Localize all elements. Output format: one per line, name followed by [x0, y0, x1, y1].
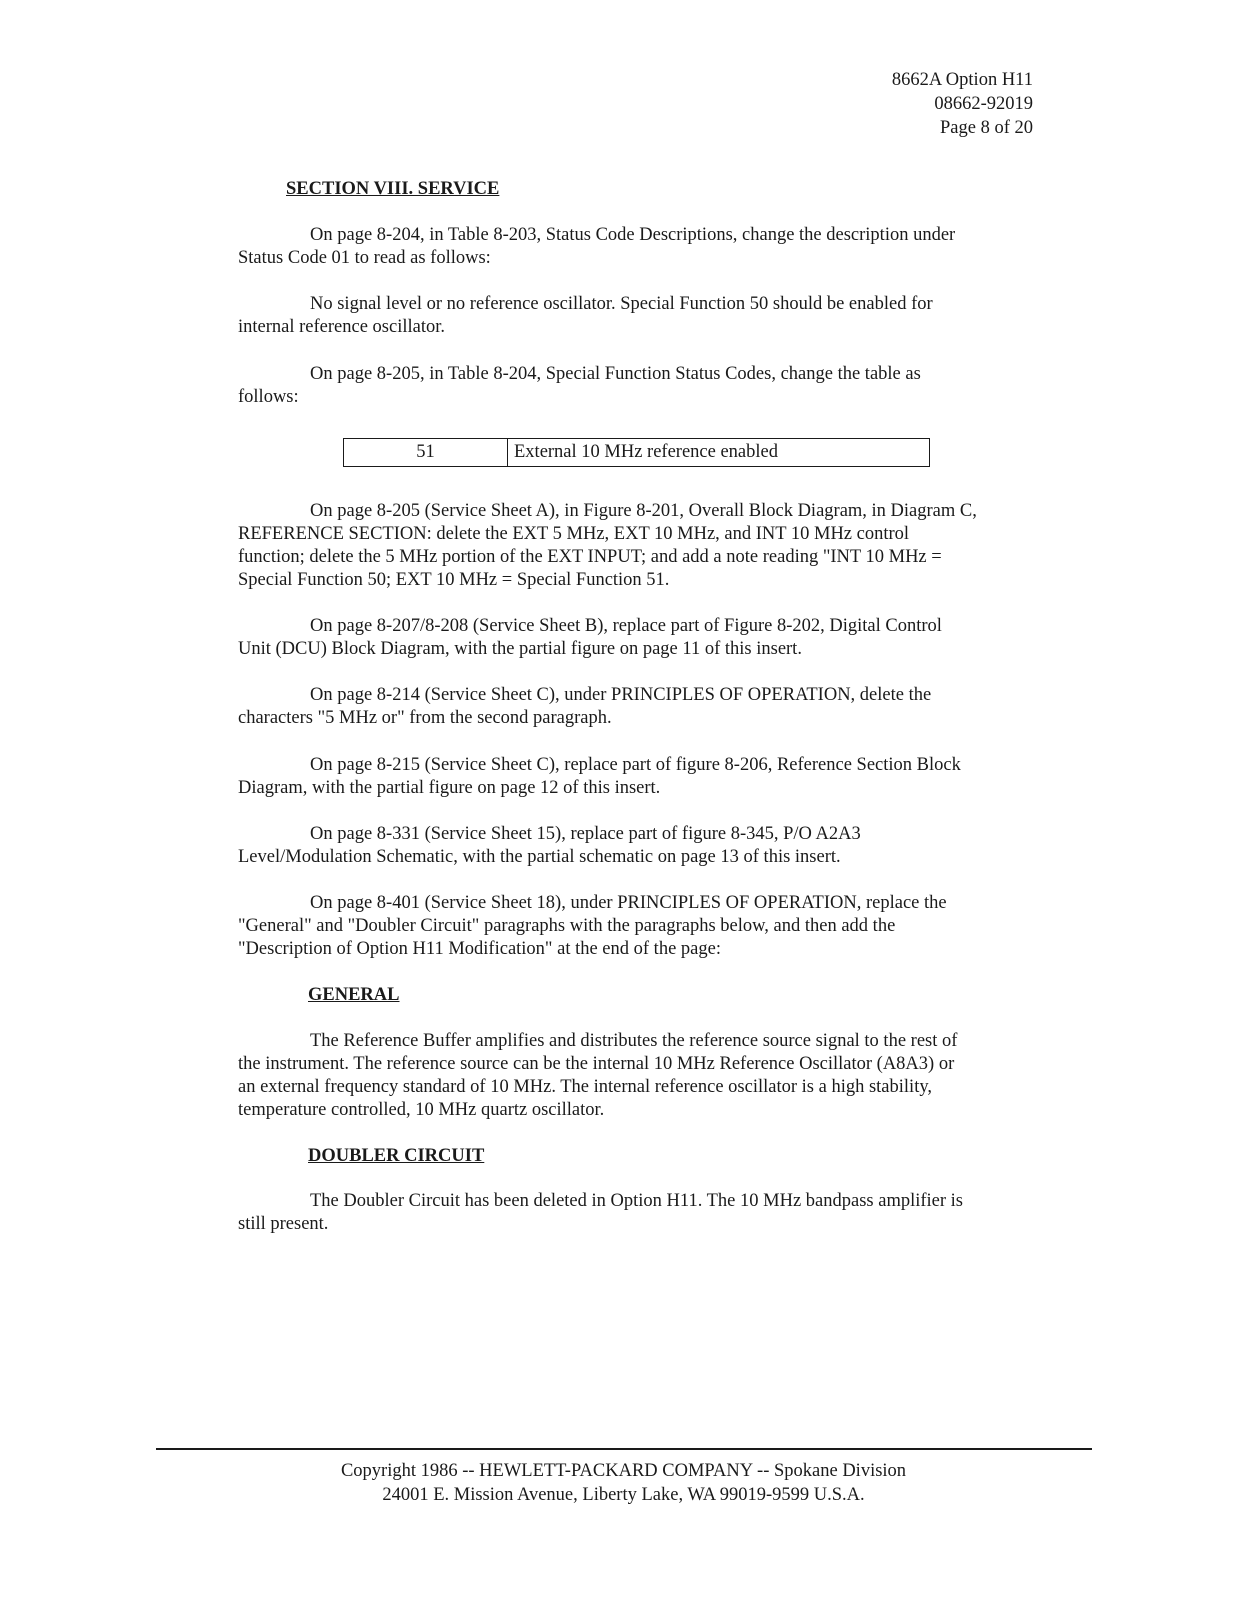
paragraph-line: On page 8-204, in Table 8-203, Status Code Descriptions, change the description under: [310, 225, 956, 245]
status-code-table: [343, 438, 930, 467]
paragraph-service-sheet-c-principles: [238, 684, 1018, 730]
paragraph-line: an external frequency standard of 10 MHz. The internal reference oscillator is a high stability,: [238, 1077, 933, 1097]
paragraph-doubler: [238, 1190, 1018, 1236]
paragraph-service-sheet-18: [238, 892, 1018, 961]
paragraph-line: "General" and "Doubler Circuit" paragraphs with the paragraphs below, and then add the: [238, 916, 896, 936]
status-description-cell: External 10 MHz reference enabled: [514, 442, 778, 462]
paragraph-status-code: [238, 224, 1018, 270]
paragraph-line: function; delete the 5 MHz portion of the EXT INPUT; and add a note reading "INT 10 MHz =: [238, 547, 942, 567]
paragraph-line: characters "5 MHz or" from the second paragraph.: [238, 708, 612, 728]
paragraph-line: On page 8-331 (Service Sheet 15), replace part of figure 8-345, P/O A2A3: [310, 824, 861, 844]
page-footer: [0, 1459, 1247, 1507]
paragraph-table-change: [238, 363, 1018, 409]
paragraph-service-sheet-15: [238, 823, 1018, 869]
paragraph-line: still present.: [238, 1214, 329, 1234]
page-number: Page 8 of 20: [940, 118, 1033, 138]
paragraph-general: [238, 1030, 1018, 1122]
paragraph-line: The Doubler Circuit has been deleted in Option H11. The 10 MHz bandpass amplifier is: [310, 1191, 964, 1211]
paragraph-line: On page 8-215 (Service Sheet C), replace part of figure 8-206, Reference Section Block: [310, 755, 961, 775]
status-code-cell: 51: [344, 439, 508, 466]
paragraph-line: On page 8-205, in Table 8-204, Special Function Status Codes, change the table as: [310, 364, 921, 384]
page-header: [892, 68, 1033, 140]
paragraph-line: the instrument. The reference source can be the internal 10 MHz Reference Oscillator (A8A3) or: [238, 1054, 955, 1074]
model-label: 8662A Option H11: [891, 70, 1033, 90]
section-title: SECTION VIII. SERVICE: [286, 179, 500, 199]
general-heading: GENERAL: [308, 985, 400, 1005]
paragraph-line: follows:: [238, 387, 299, 407]
part-number: 08662-92019: [934, 94, 1033, 114]
paragraph-line: Level/Modulation Schematic, with the partial schematic on page 13 of this insert.: [238, 847, 841, 867]
paragraph-service-sheet-b: [238, 615, 1018, 661]
paragraph-line: "Description of Option H11 Modification" at the end of the page:: [238, 939, 721, 959]
paragraph-service-sheet-a: [238, 500, 1018, 592]
paragraph-line: On page 8-214 (Service Sheet C), under PRINCIPLES OF OPERATION, delete the: [310, 685, 932, 705]
paragraph-line: temperature controlled, 10 MHz quartz oscillator.: [238, 1100, 605, 1120]
paragraph-line: internal reference oscillator.: [238, 317, 445, 337]
paragraph-line: On page 8-401 (Service Sheet 18), under PRINCIPLES OF OPERATION, replace the: [310, 893, 947, 913]
paragraph-line: On page 8-207/8-208 (Service Sheet B), replace part of Figure 8-202, Digital Control: [310, 616, 942, 636]
paragraph-line: REFERENCE SECTION: delete the EXT 5 MHz, EXT 10 MHz, and INT 10 MHz control: [238, 524, 910, 544]
paragraph-line: No signal level or no reference oscillator. Special Function 50 should be enabled for: [310, 294, 933, 314]
address-line: 24001 E. Mission Avenue, Liberty Lake, WA 99019-9599 U.S.A.: [382, 1485, 865, 1505]
paragraph-line: Diagram, with the partial figure on page 12 of this insert.: [238, 778, 661, 798]
paragraph-status-description: [238, 293, 1018, 339]
paragraph-line: Status Code 01 to read as follows:: [238, 248, 491, 268]
paragraph-line: Special Function 50; EXT 10 MHz = Special Function 51.: [238, 570, 670, 590]
footer-divider: [156, 1448, 1092, 1450]
paragraph-line: On page 8-205 (Service Sheet A), in Figure 8-201, Overall Block Diagram, in Diagram C,: [310, 501, 977, 521]
paragraph-line: The Reference Buffer amplifies and distributes the reference source signal to the rest of: [310, 1031, 958, 1051]
paragraph-service-sheet-c-figure: [238, 754, 1018, 800]
paragraph-line: Unit (DCU) Block Diagram, with the partial figure on page 11 of this insert.: [238, 639, 802, 659]
copyright-line: Copyright 1986 -- HEWLETT-PACKARD COMPANY -- Spokane Division: [340, 1461, 907, 1481]
doubler-heading: DOUBLER CIRCUIT: [308, 1146, 485, 1166]
